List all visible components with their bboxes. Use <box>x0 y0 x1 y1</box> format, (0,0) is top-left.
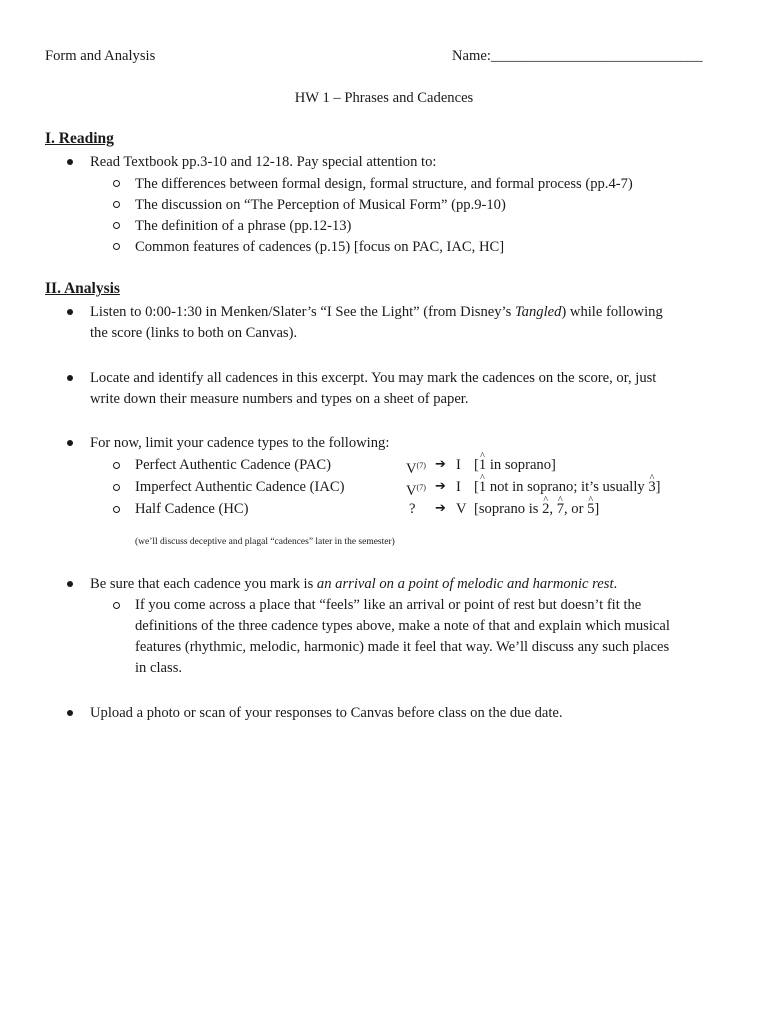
listen-line-2: the score (links to both on Canvas). <box>90 325 298 341</box>
reading-heading: I. Reading <box>45 130 114 147</box>
bullet-icon <box>67 710 73 716</box>
locate-line-1: Locate and identify all cadences in this excerpt. You may mark the cadences on the score, or, just <box>90 370 657 386</box>
reading-subitem: The definition of a phrase (pp.12-13) <box>135 218 352 234</box>
cadence-desc-hc: [soprano is ^ 2, ^ 7, or ^ 5] <box>474 499 599 520</box>
cadence-desc-iac: [^ 1 not in soprano; it’s usually ^ 3] <box>474 477 661 498</box>
cadence-desc-pac: [^ 1 in soprano] <box>474 455 556 476</box>
sub-bullet-icon <box>113 462 120 469</box>
right-arrow-icon: ➔ <box>435 457 446 472</box>
right-arrow-icon: ➔ <box>435 479 446 494</box>
cadence-from-pac: $V^{(7)}$ <box>406 461 426 477</box>
page-title: HW 1 – Phrases and Cadences <box>294 90 474 106</box>
upload-line: Upload a photo or scan of your responses to Canvas before class on the due date. <box>90 705 563 721</box>
cadence-name-hc: Half Cadence (HC) <box>135 501 249 517</box>
reading-subitem: Common features of cadences (p.15) [focus on PAC, IAC, HC] <box>135 239 505 255</box>
bullet-icon <box>67 581 73 587</box>
bullet-icon <box>67 309 73 315</box>
reading-subitem: The discussion on “The Perception of Musical Form” (pp.9-10) <box>135 197 506 213</box>
cadence-from-iac: $V^{(7)}$ <box>406 483 426 499</box>
sub-bullet-icon <box>113 222 120 229</box>
name-field-label: Name:_____________________________ <box>452 48 703 64</box>
course-title: Form and Analysis <box>45 48 156 64</box>
sub-bullet-icon <box>113 201 120 208</box>
listen-line-1: Listen to 0:00-1:30 in Menken/Slater’s “I See the Light” (from Disney’s Tangled) while following <box>90 304 663 320</box>
cadence-to-hc: V <box>456 501 467 517</box>
arrival-sub-line: features (rhythmic, melodic, harmonic) made it feel that way. We’ll discuss any such places <box>135 639 670 655</box>
limit-intro: For now, limit your cadence types to the following: <box>90 435 390 451</box>
bullet-icon <box>67 159 73 165</box>
sub-bullet-icon <box>113 243 120 250</box>
analysis-heading: II. Analysis <box>45 280 120 297</box>
cadence-name-iac: Imperfect Authentic Cadence (IAC) <box>135 479 345 495</box>
cadence-to-iac: I <box>456 479 461 495</box>
cadence-to-pac: I <box>456 457 461 473</box>
sub-bullet-icon <box>113 602 120 609</box>
arrival-sub-line: definitions of the three cadence types above, make a note of that and explain which musical <box>135 618 670 634</box>
arrival-line: Be sure that each cadence you mark is an arrival on a point of melodic and harmonic rest. <box>90 576 618 592</box>
cadence-name-pac: Perfect Authentic Cadence (PAC) <box>135 457 332 473</box>
reading-subitem: The differences between formal design, formal structure, and formal process (pp.4-7) <box>135 176 633 192</box>
bullet-icon <box>67 375 73 381</box>
sub-bullet-icon <box>113 484 120 491</box>
sub-bullet-icon <box>113 180 120 187</box>
cadence-from-hc: ? <box>409 501 416 517</box>
arrival-sub-line: If you come across a place that “feels” like an arrival or point of rest but doesn’t fit the <box>135 597 642 613</box>
sub-bullet-icon <box>113 506 120 513</box>
right-arrow-icon: ➔ <box>435 501 446 516</box>
cadence-note: (we’ll discuss deceptive and plagal “cadences” later in the semester) <box>135 537 395 547</box>
locate-line-2: write down their measure numbers and types on a sheet of paper. <box>90 391 469 407</box>
arrival-sub-line: in class. <box>135 660 183 676</box>
bullet-icon <box>67 440 73 446</box>
reading-item: Read Textbook pp.3-10 and 12-18. Pay special attention to: <box>90 154 437 170</box>
